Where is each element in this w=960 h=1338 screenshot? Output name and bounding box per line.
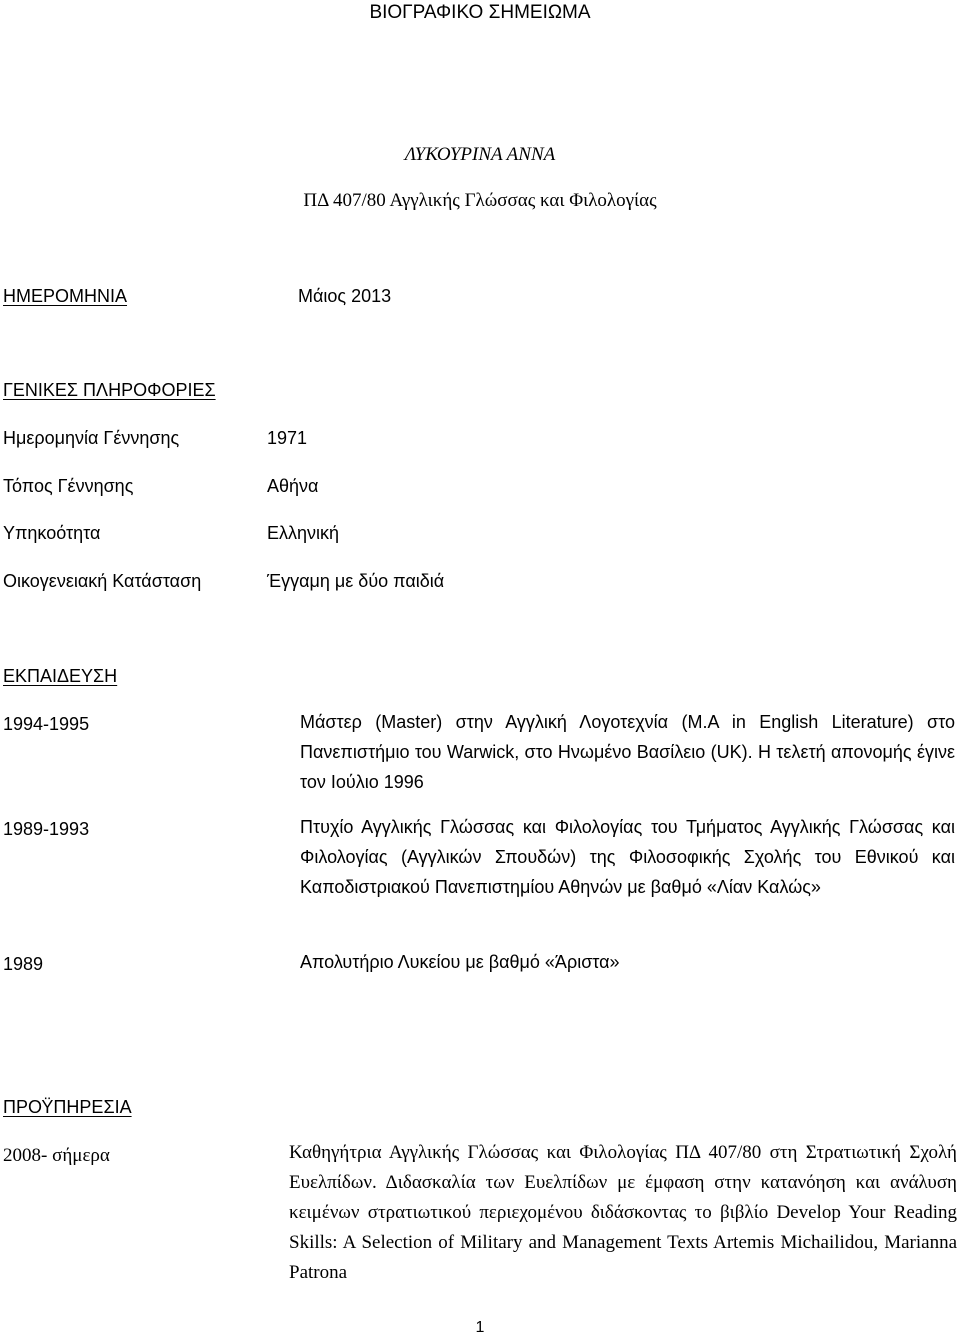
birth-place-label: Τόπος Γέννησης xyxy=(3,476,134,496)
general-heading: ΓΕΝΙΚΕΣ ΠΛΗΡΟΦΟΡΙΕΣ xyxy=(3,380,216,400)
date-value: Μάιος 2013 xyxy=(298,286,392,306)
affiliation: ΠΔ 407/80 Αγγλικής Γλώσσας και Φιλολογίας xyxy=(303,190,657,211)
experience-entry-1: Καθηγήτρια Αγγλικής Γλώσσας και Φιλολογίας ΠΔ 407/80 στη Στρατιωτική Σχολή Ευελπίδων. Διδασκαλία των Ευελπίδων με έμφαση στην κατανόηση και ανάλυση κειμένων στρατιωτικού περιεχομένου διδάσκοντας το βιβλίο Develop Your Reading Skills: A Selection of Military and Management Texts Artemis Michailidou, Marianna Patrona xyxy=(289,1142,957,1283)
page-number: 1 xyxy=(475,1319,485,1336)
birth-place-value: Αθήνα xyxy=(267,476,319,496)
education-entry-3: Απολυτήριο Λυκείου με βαθμό «Άριστα» xyxy=(300,952,620,972)
birth-date-label: Ημερομηνία Γέννησης xyxy=(3,428,180,448)
marital-status-label: Οικογενειακή Κατάσταση xyxy=(3,571,202,591)
nationality-label: Υπηκοότητα xyxy=(3,523,101,543)
education-period-1: 1994-1995 xyxy=(3,714,90,734)
education-period-2: 1989-1993 xyxy=(3,819,90,839)
person-name: ΛΥΚΟΥΡΙΝΑ ΑΝΝΑ xyxy=(404,144,556,165)
experience-period-1: 2008- σήμερα xyxy=(3,1145,110,1166)
date-label: ΗΜΕΡΟΜΗΝΙΑ xyxy=(3,286,128,306)
education-heading: ΕΚΠΑΙΔΕΥΣΗ xyxy=(3,666,118,686)
nationality-value: Ελληνική xyxy=(267,523,340,543)
birth-date-value: 1971 xyxy=(267,428,308,448)
marital-status-value: Έγγαμη με δύο παιδιά xyxy=(267,571,445,591)
education-period-3: 1989 xyxy=(3,954,44,974)
education-entry-1: Μάστερ (Master) στην Αγγλική Λογοτεχνία (M.A in English Literature) στο Πανεπιστήμιο του Warwick, στο Ηνωμένο Βασίλειο (UK). Η τελετή απονομής έγινε τον Ιούλιο 1996 xyxy=(300,712,955,792)
education-entry-2: Πτυχίο Αγγλικής Γλώσσας και Φιλολογίας του Τμήματος Αγγλικής Γλώσσας και Φιλολογίας (Αγγλικών Σπουδών) της Φιλοσοφικής Σχολής του Εθνικού και Καποδιστριακού Πανεπιστημίου Αθηνών με βαθμό «Λίαν Καλώς» xyxy=(300,817,955,897)
experience-heading: ΠΡΟΫΠΗΡΕΣΙΑ xyxy=(3,1097,132,1117)
document-title: ΒΙΟΓΡΑΦΙΚΟ ΣΗΜΕΙΩΜΑ xyxy=(369,2,591,23)
